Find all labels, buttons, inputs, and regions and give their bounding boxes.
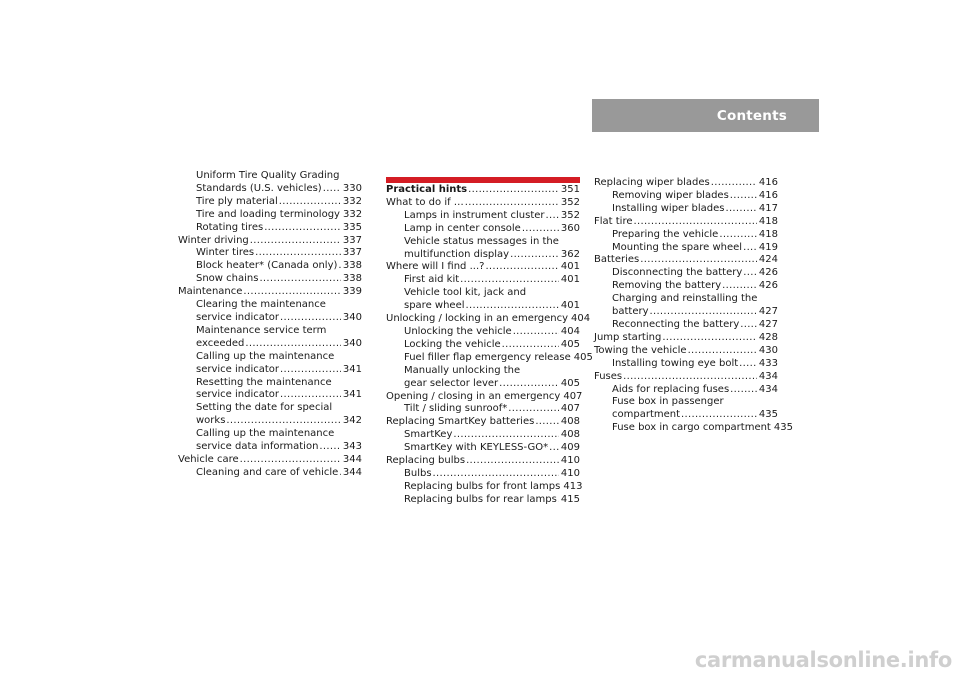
- toc-entry[interactable]: [594, 384, 778, 397]
- dot-leader: [468, 184, 559, 197]
- toc-page-number: 351: [560, 184, 580, 195]
- toc-page-number: 401: [560, 300, 580, 312]
- toc-entry-title: service indicator: [196, 389, 280, 401]
- toc-page-number: 344: [342, 466, 362, 478]
- dot-leader: [243, 286, 341, 299]
- toc-page-number: 424: [758, 254, 778, 266]
- toc-entry-title: Batteries: [594, 254, 640, 266]
- toc-page-number: 330: [342, 182, 362, 194]
- dot-leader: [743, 267, 757, 280]
- toc-page-number: 408: [560, 429, 580, 441]
- toc-entry[interactable]: [178, 351, 362, 377]
- toc-entry-title: Opening / closing in an emergency: [386, 390, 561, 402]
- toc-entry-title: Block heater* (Canada only): [196, 260, 338, 272]
- toc-page-number: 332: [342, 195, 362, 207]
- toc-column-1: [178, 170, 362, 480]
- toc-entry[interactable]: [386, 197, 580, 210]
- toc-entry-title: Calling up the maintenance: [196, 428, 335, 440]
- toc-page-number: 417: [758, 202, 778, 214]
- toc-page-number: 362: [560, 248, 580, 260]
- toc-page-number: 413: [563, 480, 583, 492]
- toc-entry-title: Practical hints: [386, 184, 468, 195]
- toc-entry-title: exceeded: [196, 337, 245, 349]
- toc-entry-title: Vehicle tool kit, jack and: [404, 287, 527, 299]
- toc-entry-title: multifunction display: [404, 248, 510, 260]
- toc-entry[interactable]: [386, 326, 580, 339]
- dot-leader: [722, 280, 757, 293]
- toc-entry[interactable]: [594, 203, 778, 216]
- toc-entry-title: Removing the battery: [612, 280, 722, 292]
- dot-leader: [279, 196, 341, 209]
- toc-entry[interactable]: [386, 184, 580, 197]
- toc-entry[interactable]: [386, 287, 580, 313]
- toc-entry[interactable]: [594, 280, 778, 293]
- toc-page-number: 435: [773, 422, 793, 434]
- toc-entry[interactable]: [594, 229, 778, 242]
- toc-entry-title: Replacing bulbs for rear lamps: [404, 493, 557, 505]
- dot-leader: [466, 300, 559, 313]
- toc-page-number: 418: [758, 215, 778, 227]
- toc-entry[interactable]: [386, 494, 580, 507]
- toc-entry[interactable]: [386, 455, 580, 468]
- page-title: Contents: [716, 107, 787, 124]
- toc-entry[interactable]: [178, 222, 362, 235]
- toc-entry-title: Flat tire: [594, 215, 633, 227]
- toc-entry-title: Winter driving: [178, 234, 249, 246]
- toc-page-number: 426: [758, 267, 778, 279]
- toc-entry[interactable]: [386, 236, 580, 262]
- toc-entry-title: Reconnecting the battery: [612, 318, 740, 330]
- contents-header-bar: [592, 99, 819, 132]
- toc-page-number: 415: [560, 493, 580, 505]
- toc-page-number: 410: [560, 455, 580, 467]
- toc-page-number: 340: [342, 337, 362, 349]
- toc-entry-title: Setting the date for special: [196, 402, 333, 414]
- toc-entry[interactable]: [178, 170, 362, 196]
- toc-page-number: 335: [342, 221, 362, 233]
- toc-page-number: 428: [758, 331, 778, 343]
- toc-entry-title: Lamp in center console: [404, 222, 521, 234]
- toc-entry-title: Vehicle status messages in the: [404, 235, 559, 247]
- toc-entry[interactable]: [178, 260, 362, 273]
- dot-leader: [499, 378, 559, 391]
- toc-entry[interactable]: [386, 403, 580, 416]
- toc-entry-title: Lamps in instrument cluster: [404, 209, 545, 221]
- toc-entry-title: Replacing bulbs for front lamps: [404, 480, 561, 492]
- dot-leader: [280, 364, 341, 377]
- watermark-text: carmanualsonline.info: [694, 648, 952, 672]
- dot-leader: [623, 371, 757, 384]
- toc-entry[interactable]: [386, 339, 580, 352]
- toc-entry-title: Mounting the spare wheel: [612, 241, 743, 253]
- toc-entry-title: Locking the vehicle: [404, 338, 501, 350]
- dot-leader: [485, 261, 558, 274]
- toc-entry-title: Tilt / sliding sunroof*: [404, 403, 508, 415]
- toc-page-number: 343: [342, 441, 362, 453]
- toc-entry[interactable]: [386, 468, 580, 481]
- toc-entry-title: Fuse box in cargo compartment: [612, 422, 771, 434]
- toc-page-number: 352: [560, 196, 580, 208]
- toc-entry-title: Unlocking the vehicle: [404, 325, 512, 337]
- toc-entry[interactable]: [594, 216, 778, 229]
- section-accent-bar: [386, 177, 580, 183]
- dot-leader: [740, 319, 757, 332]
- toc-entry[interactable]: [594, 396, 778, 422]
- toc-page-number: 434: [758, 370, 778, 382]
- toc-entry[interactable]: [178, 299, 362, 325]
- dot-leader: [535, 416, 559, 429]
- dot-leader: [730, 384, 757, 397]
- dot-leader: [226, 415, 340, 428]
- toc-page-number: 416: [758, 177, 778, 188]
- dot-leader: [433, 468, 559, 481]
- toc-page-number: 337: [342, 234, 362, 246]
- toc-entry-title: works: [196, 415, 226, 427]
- toc-entry-title: Manually unlocking the: [404, 364, 521, 376]
- toc-page-number: 407: [560, 403, 580, 415]
- toc-entry[interactable]: [178, 402, 362, 428]
- dot-leader: [250, 235, 341, 248]
- toc-entry[interactable]: [178, 325, 362, 351]
- toc-page-number: 434: [758, 383, 778, 395]
- toc-entry[interactable]: [594, 267, 778, 280]
- toc-entry[interactable]: [386, 442, 580, 455]
- toc-page-number: 433: [758, 357, 778, 369]
- dot-leader: [245, 338, 341, 351]
- toc-entry[interactable]: [594, 319, 778, 332]
- dot-leader: [650, 306, 757, 319]
- toc-page-number: 404: [560, 325, 580, 337]
- dot-leader: [634, 216, 757, 229]
- toc-page-number: 405: [573, 351, 593, 363]
- dot-leader: [681, 409, 757, 422]
- toc-entry-title: Charging and reinstalling the: [612, 293, 758, 305]
- toc-entry[interactable]: [178, 377, 362, 403]
- toc-entry[interactable]: [386, 429, 580, 442]
- toc-entry-title: compartment: [612, 409, 681, 421]
- dot-leader: [465, 197, 559, 210]
- dot-leader: [725, 203, 756, 216]
- toc-entry[interactable]: [386, 261, 580, 274]
- toc-entry[interactable]: [386, 274, 580, 287]
- toc-page-number: 408: [560, 416, 580, 428]
- dot-leader: [280, 389, 341, 402]
- toc-page-number: 344: [342, 453, 362, 465]
- dot-leader: [510, 249, 559, 262]
- toc-page-number: 342: [342, 415, 362, 427]
- toc-entry-title: Tire ply material: [196, 195, 278, 207]
- toc-entry[interactable]: [178, 454, 362, 467]
- toc-page-number: 341: [342, 363, 362, 375]
- toc-entry[interactable]: [386, 480, 583, 494]
- toc-entry[interactable]: [386, 351, 593, 365]
- toc-entry[interactable]: [386, 416, 580, 429]
- toc-entry[interactable]: [594, 293, 778, 319]
- dot-leader: [662, 332, 757, 345]
- toc-page-number: 338: [342, 273, 362, 285]
- toc-entry-title: Cleaning and care of vehicle: [196, 466, 339, 478]
- dot-leader: [508, 403, 559, 416]
- dot-leader: [338, 260, 341, 273]
- toc-page-number: 405: [560, 338, 580, 350]
- dot-leader: [719, 229, 757, 242]
- toc-page-number: 401: [560, 261, 580, 273]
- toc-entry-title: Aids for replacing fuses: [612, 383, 730, 395]
- toc-entry-title: spare wheel: [404, 300, 465, 312]
- dot-leader: [513, 326, 559, 339]
- toc-entry-title: Standards (U.S. vehicles): [196, 182, 322, 194]
- toc-entry-title: gear selector lever: [404, 377, 499, 389]
- dot-leader: [460, 274, 559, 287]
- toc-column-2: [386, 184, 593, 507]
- dot-leader: [739, 358, 757, 371]
- toc-entry-title: Maintenance: [178, 286, 243, 298]
- dot-leader: [240, 454, 341, 467]
- toc-entry[interactable]: [178, 209, 362, 222]
- toc-entry[interactable]: [594, 422, 793, 435]
- toc-entry-title: Fuel filler flap emergency release: [404, 351, 571, 363]
- toc-page-number: 360: [560, 222, 580, 234]
- dot-leader: [466, 455, 559, 468]
- toc-entry[interactable]: [178, 286, 362, 299]
- dot-leader: [453, 429, 559, 442]
- toc-entry[interactable]: [178, 273, 362, 286]
- dot-leader: [280, 312, 341, 325]
- toc-page-number: 404: [571, 313, 591, 325]
- toc-entry-title: battery: [612, 306, 649, 318]
- toc-entry-title: Towing the vehicle: [594, 344, 687, 356]
- dot-leader: [711, 177, 757, 190]
- toc-entry[interactable]: [178, 235, 362, 248]
- toc-entry-title: Jump starting: [594, 331, 662, 343]
- toc-page-number: 419: [758, 241, 778, 253]
- toc-entry-title: Snow chains: [196, 273, 259, 285]
- toc-page-number: 416: [758, 189, 778, 201]
- toc-entry-title: Vehicle care: [178, 453, 239, 465]
- dot-leader: [546, 210, 559, 223]
- toc-entry-title: Installing towing eye bolt: [612, 357, 739, 369]
- toc-page-number: 337: [342, 247, 362, 259]
- toc-entry[interactable]: [386, 210, 580, 223]
- toc-page-number: 426: [758, 280, 778, 292]
- toc-page-number: 418: [758, 228, 778, 240]
- toc-entry-title: Removing wiper blades: [612, 189, 729, 201]
- toc-page-number: 435: [758, 409, 778, 421]
- dot-leader: [339, 467, 341, 480]
- toc-entry[interactable]: [594, 177, 778, 190]
- toc-entry-title: SmartKey with KEYLESS-GO*: [404, 442, 549, 454]
- dot-leader: [255, 247, 341, 260]
- toc-entry-title: Where will I find ...?: [386, 261, 485, 273]
- toc-page-number: 410: [560, 467, 580, 479]
- toc-entry-title: Bulbs: [404, 467, 432, 479]
- toc-entry-title: Clearing the maintenance: [196, 299, 326, 311]
- toc-page-number: 401: [560, 274, 580, 286]
- dot-leader: [323, 183, 341, 196]
- toc-page-number: 430: [758, 344, 778, 356]
- toc-entry-title: service data information: [196, 441, 319, 453]
- toc-entry-title: Fuses: [594, 370, 623, 382]
- toc-entry-title: service indicator: [196, 363, 280, 375]
- dot-leader: [502, 339, 559, 352]
- dot-leader: [264, 222, 341, 235]
- dot-leader: [730, 190, 757, 203]
- toc-page-number: 407: [563, 390, 583, 402]
- toc-entry-title: Disconnecting the battery: [612, 267, 743, 279]
- toc-entry-title: SmartKey: [404, 429, 453, 441]
- toc-entry-title: Tire and loading terminology: [196, 208, 340, 220]
- toc-entry[interactable]: [594, 254, 778, 267]
- toc-entry-title: Replacing bulbs: [386, 455, 466, 467]
- toc-entry-title: Fuse box in passenger: [612, 396, 724, 408]
- toc-entry[interactable]: [386, 390, 583, 404]
- toc-page-number: 341: [342, 389, 362, 401]
- dot-leader: [319, 441, 340, 454]
- toc-entry-title: Replacing SmartKey batteries: [386, 416, 535, 428]
- toc-entry[interactable]: [178, 247, 362, 260]
- toc-entry-title: Installing wiper blades: [612, 202, 725, 214]
- toc-entry-title: Rotating tires: [196, 221, 264, 233]
- toc-entry[interactable]: [178, 467, 362, 480]
- dot-leader: [688, 345, 757, 358]
- toc-entry[interactable]: [594, 190, 778, 203]
- toc-entry-title: Resetting the maintenance: [196, 376, 332, 388]
- toc-entry-title: Replacing wiper blades: [594, 177, 710, 188]
- dot-leader: [259, 273, 340, 286]
- toc-entry[interactable]: [386, 313, 591, 326]
- toc-page-number: 332: [342, 208, 363, 220]
- toc-entry-title: service indicator: [196, 311, 280, 323]
- toc-column-3: [594, 177, 793, 435]
- dot-leader: [549, 442, 559, 455]
- toc-entry-title: What to do if …: [386, 196, 464, 208]
- toc-page-number: 352: [560, 209, 580, 221]
- toc-entry-title: First aid kit: [404, 274, 460, 286]
- toc-entry-title: Maintenance service term: [196, 324, 327, 336]
- toc-page-number: 405: [560, 377, 580, 389]
- toc-page-number: 427: [758, 318, 778, 330]
- dot-leader: [558, 494, 559, 507]
- toc-entry[interactable]: [386, 223, 580, 236]
- toc-entry-title: Preparing the vehicle: [612, 228, 719, 240]
- toc-page-number: 409: [560, 442, 580, 454]
- toc-page-number: 338: [342, 260, 362, 272]
- toc-entry[interactable]: [594, 332, 778, 345]
- toc-entry[interactable]: [594, 345, 778, 358]
- toc-page-number: 340: [342, 311, 362, 323]
- toc-entry-title: Uniform Tire Quality Grading: [196, 170, 340, 181]
- toc-page-number: 427: [758, 306, 778, 318]
- toc-entry[interactable]: [594, 242, 778, 255]
- toc-entry[interactable]: [386, 365, 580, 391]
- toc-entry-title: Winter tires: [196, 247, 255, 259]
- toc-entry[interactable]: [594, 371, 778, 384]
- toc-page-number: 339: [342, 286, 362, 298]
- toc-entry[interactable]: [178, 428, 362, 454]
- toc-entry-title: Unlocking / locking in an emergency: [386, 313, 569, 325]
- toc-entry[interactable]: [178, 196, 362, 209]
- toc-entry-title: Calling up the maintenance: [196, 350, 335, 362]
- dot-leader: [522, 223, 559, 236]
- dot-leader: [640, 254, 757, 267]
- dot-leader: [743, 242, 757, 255]
- toc-entry[interactable]: [594, 358, 778, 371]
